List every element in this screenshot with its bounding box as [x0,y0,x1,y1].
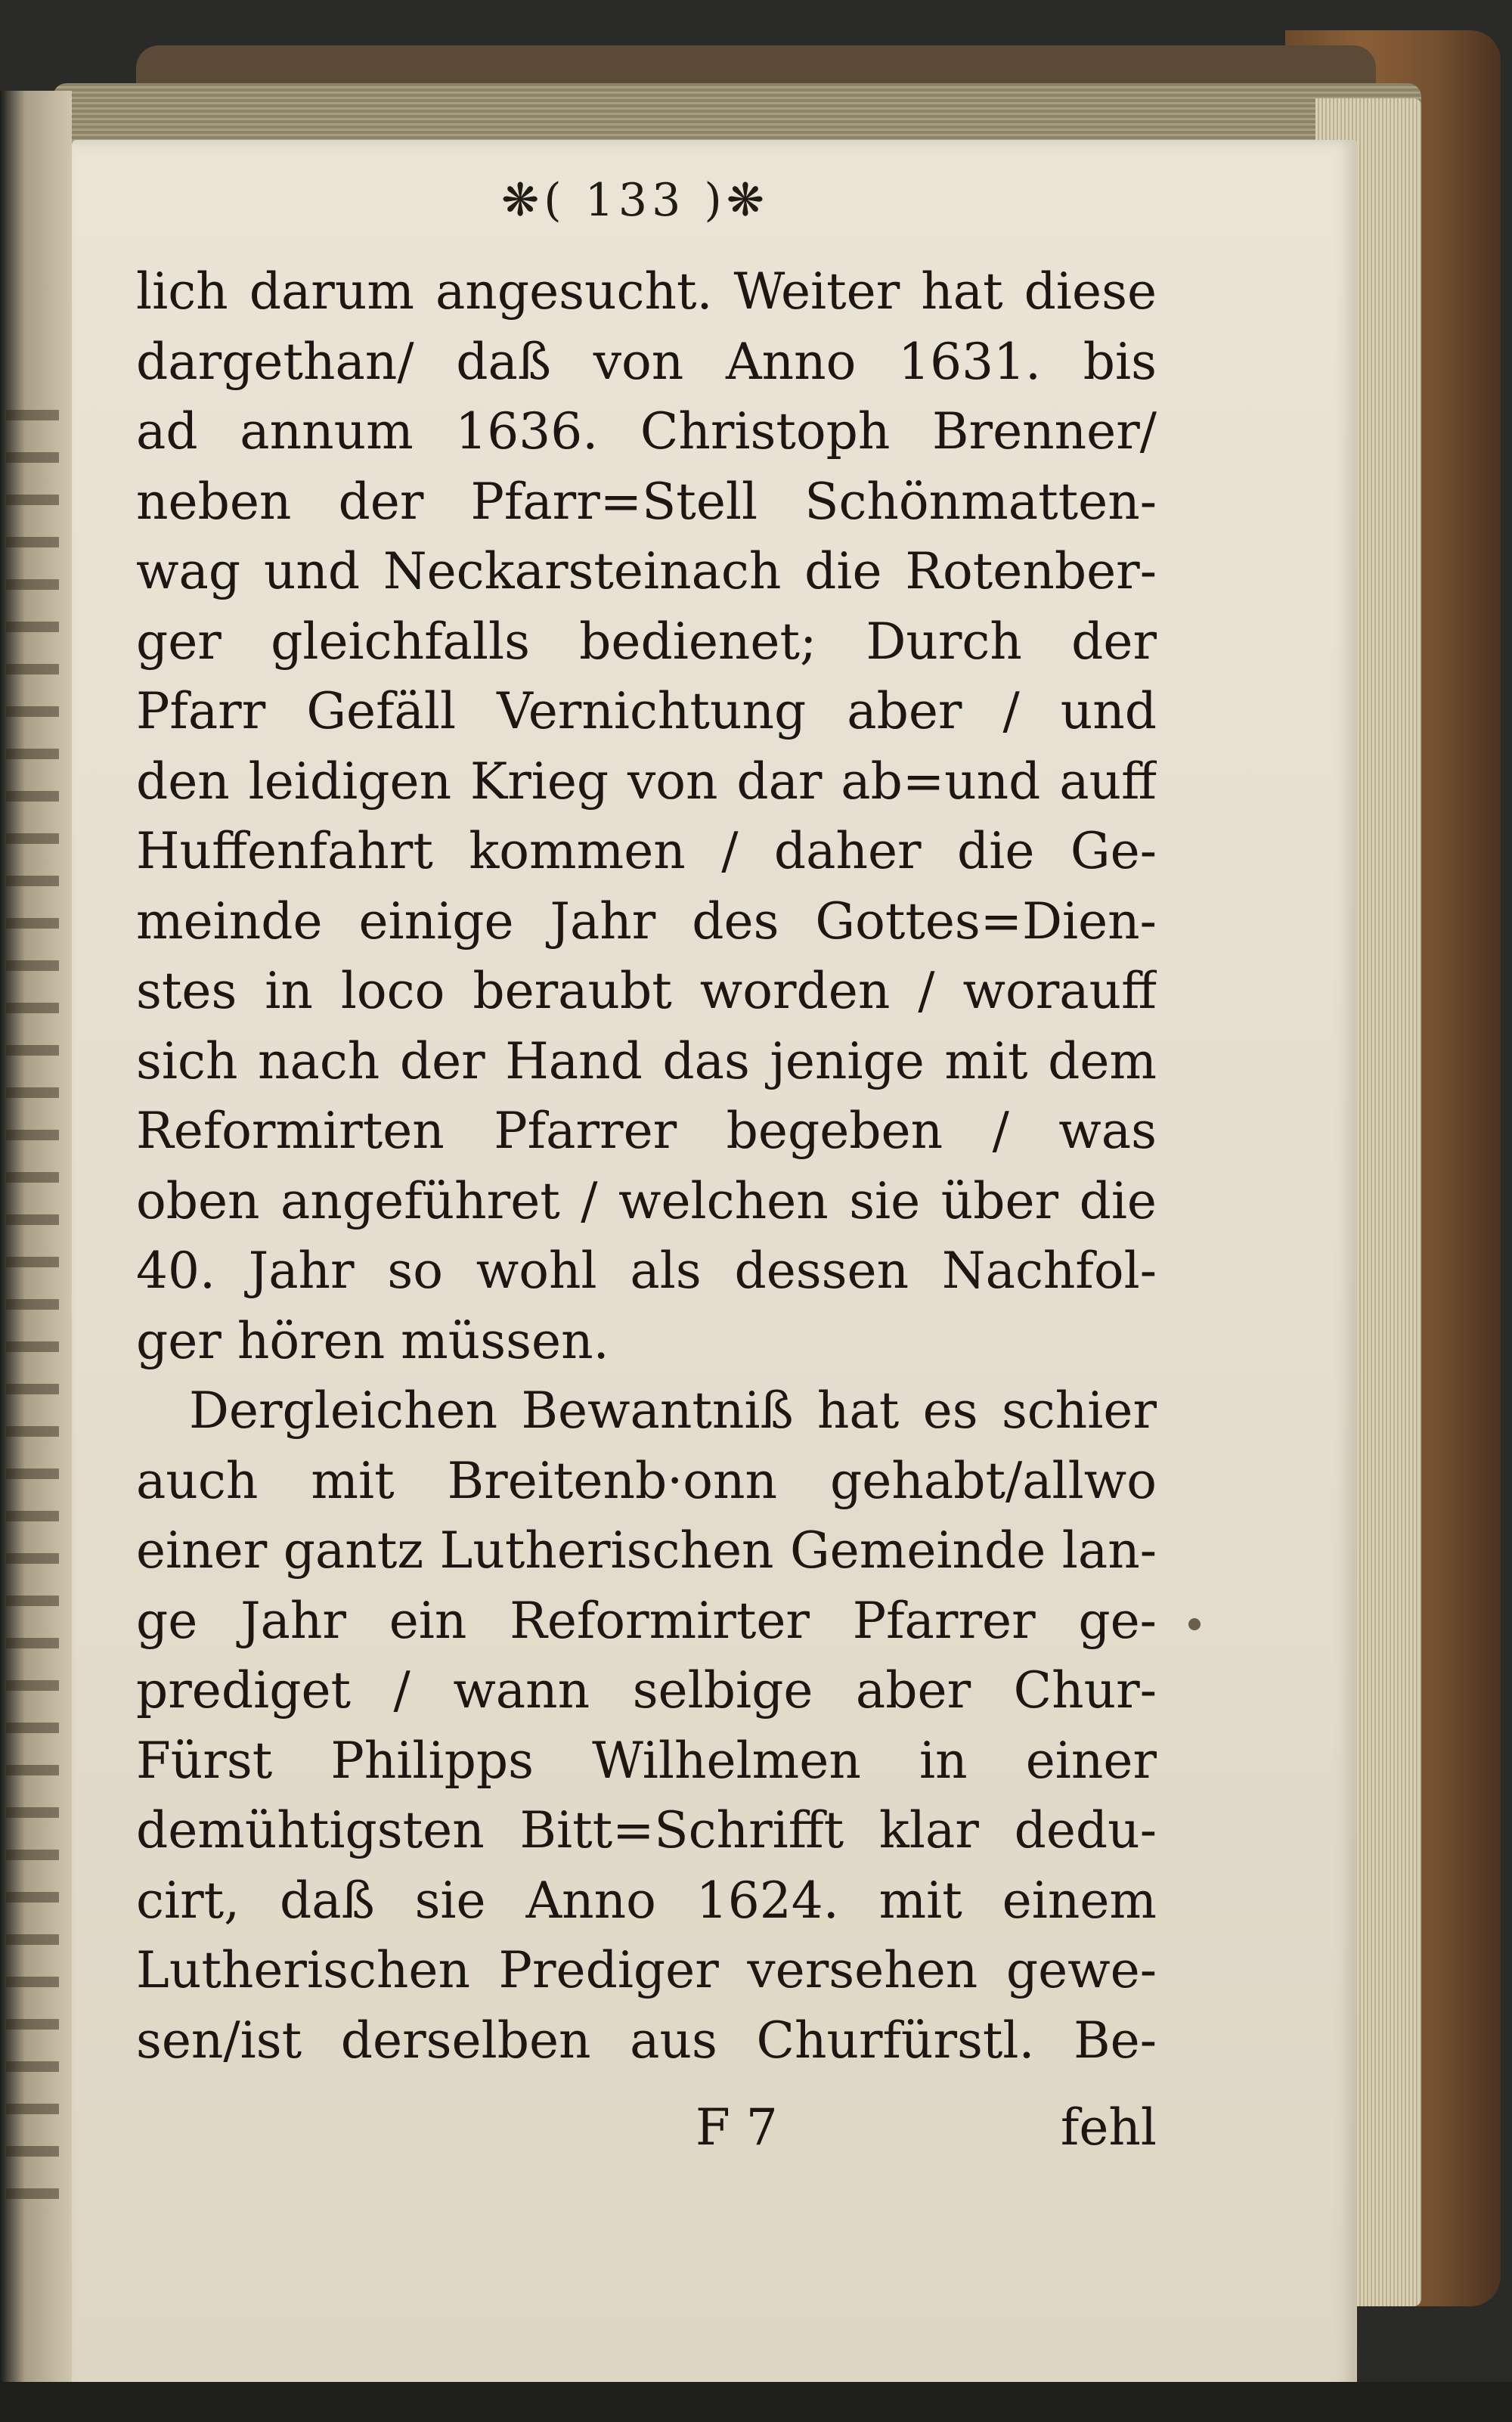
text-line: Reformirten Pfarrer begeben / was [136,1102,1157,1160]
ink-spot [1188,1618,1201,1630]
text-line: wag und Neckarsteinach die Rotenber- [136,542,1157,600]
text-line: Lutherischen Prediger versehen gewe- [136,1941,1157,1999]
signature-mark: F 7 [696,2098,778,2157]
left-page [0,91,72,2422]
page-number-header: ❋( 133 )❋ [500,174,770,227]
text-line: ger hören müssen. [136,1311,609,1370]
text-line: prediget / wann selbige aber Chur- [136,1661,1157,1720]
text-line: sen/ist derselben aus Churfürstl. Be- [136,2011,1157,2070]
text-line: neben der Pfarr=Stell Schönmatten- [136,472,1157,531]
text-line: stes in loco beraubt worden / worauff [136,962,1157,1020]
text-line: sich nach der Hand das jenige mit dem [136,1031,1157,1090]
text-line: auch mit Breitenb·onn gehabt/allwo [136,1451,1157,1510]
text-line: lich darum angesucht. Weiter hat diese [136,262,1157,321]
text-line: Huffenfahrt kommen / daher die Ge- [136,822,1157,880]
text-line: Dergleichen Bewantniß hat es schier [189,1382,1157,1440]
text-line: 40. Jahr so wohl als dessen Nachfol- [136,1242,1157,1300]
page-body [136,257,1157,2076]
left-page-text [6,393,59,2208]
text-line: oben angeführet / welchen sie über die [136,1171,1157,1230]
text-line: ad annum 1636. Christoph Brenner/ [136,402,1157,461]
text-line: dargethan/ daß von Anno 1631. bis [136,332,1157,391]
background-bottom [0,2382,1512,2422]
text-line: meinde einige Jahr des Gottes=Dien- [136,892,1157,951]
text-line: ger gleichfalls bedienet; Durch der [136,612,1157,671]
text-line: Pfarr Gefäll Vernichtung aber / und [136,682,1157,740]
text-line: den leidigen Krieg von dar ab=und auff [136,752,1157,811]
catchword: fehl [1060,2098,1157,2157]
text-line: einer gantz Lutherischen Gemeinde lan- [136,1521,1157,1580]
text-line: cirt, daß sie Anno 1624. mit einem [136,1871,1157,1930]
page-footer [136,2098,1157,2174]
text-line: ge Jahr ein Reformirter Pfarrer ge- [136,1591,1157,1650]
text-line: demühtigsten Bitt=Schrifft klar dedu- [136,1801,1157,1859]
text-line: Fürst Philipps Wilhelmen in einer [136,1731,1157,1790]
